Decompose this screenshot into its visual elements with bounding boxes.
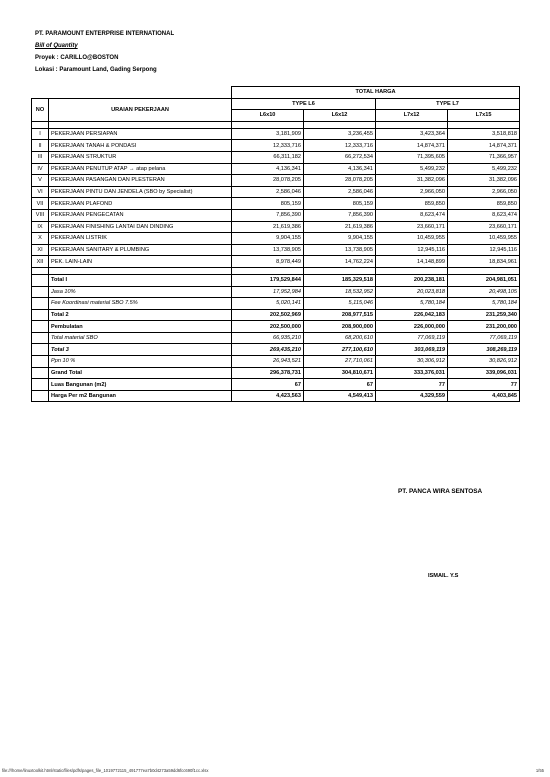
item-description: PEKERJAAN PASANGAN DAN PLESTERAN [49,175,232,187]
spacer-row [32,267,520,274]
item-value: 23,660,171 [376,221,448,233]
item-description: PEKERJAAN LISTRIK [49,233,232,245]
blank-cell [448,121,520,128]
item-description: PEKERJAAN PENUTUP ATAP → atap pelana [49,163,232,175]
sub-header: L6x12 [304,110,376,122]
item-description: PEKERJAAN FINISHING LANTAI DAN DINDING [49,221,232,233]
item-value: 71,366,957 [448,151,520,163]
summary-value: 304,810,671 [304,367,376,379]
item-value: 12,333,716 [232,140,304,152]
item-value: 12,945,116 [448,244,520,256]
summary-value: 26,943,521 [232,356,304,368]
summary-label: Jasa 10% [49,286,232,298]
summary-label: Ppn 10 % [49,356,232,368]
summary-label: Total 3 [49,344,232,356]
item-row [32,256,520,268]
summary-label: Grand Total [49,367,232,379]
location-label: Lokasi : Paramount Land, Gading Serpong [35,67,157,73]
boq-table [31,86,520,402]
item-value: 21,619,386 [232,221,304,233]
item-value: 14,762,224 [304,256,376,268]
summary-value: 67 [304,379,376,391]
item-value: 12,333,716 [304,140,376,152]
summary-value: 66,935,210 [232,332,304,344]
item-value: 14,148,899 [376,256,448,268]
item-number: XI [32,244,49,256]
blank-cell [32,390,49,402]
summary-label: Fee Koordinasi material SBO 7.5% [49,298,232,310]
item-value: 28,078,205 [232,175,304,187]
summary-value: 77 [376,379,448,391]
summary-value: 27,710,061 [304,356,376,368]
blank-cell [376,267,448,274]
item-value: 7,856,390 [232,209,304,221]
footer-page: 1/55 [535,768,544,773]
item-value: 10,459,955 [448,233,520,245]
item-row [32,151,520,163]
item-value: 3,518,818 [448,128,520,140]
summary-row [32,309,520,321]
item-number: X [32,233,49,245]
blank-cell [448,267,520,274]
summary-value: 296,378,731 [232,367,304,379]
blank-cell [32,286,49,298]
item-value: 12,945,116 [376,244,448,256]
item-row [32,221,520,233]
summary-value: 226,000,000 [376,321,448,333]
item-number: VI [32,186,49,198]
project-label: Proyek : CARILLO@BOSTON [35,55,119,61]
summary-value: 269,435,210 [232,344,304,356]
item-value: 31,382,096 [448,175,520,187]
item-row [32,175,520,187]
contractor-name: PT. PANCA WIRA SENTOSA [398,488,483,495]
item-number: VII [32,198,49,210]
summary-value: 17,952,984 [232,286,304,298]
summary-row [32,274,520,286]
item-value: 9,904,155 [232,233,304,245]
sub-header: L7x15 [448,110,520,122]
item-value: 3,423,364 [376,128,448,140]
summary-value: 5,020,141 [232,298,304,310]
summary-value: 303,069,119 [376,344,448,356]
item-number: V [32,175,49,187]
summary-value: 200,238,181 [376,274,448,286]
blank-cell [32,379,49,391]
item-description: PEKERJAAN PENGECATAN [49,209,232,221]
summary-row [32,379,520,391]
item-row [32,233,520,245]
footer-path: file:///home/linuxtoolkit.html/static/files/pdfs/pages_file_1019772115_491777ea7b0d4273a59dd6fcc690f1cc.xlsx [2,768,209,773]
summary-label: Luas Bangunan (m2) [49,379,232,391]
no-header: NO [32,98,49,121]
blank-cell [232,121,304,128]
type-l6-header: TYPE L6 [232,98,376,110]
item-value: 805,159 [232,198,304,210]
blank-cell [32,321,49,333]
item-value: 5,499,232 [376,163,448,175]
summary-value: 4,329,559 [376,390,448,402]
summary-value: 231,200,000 [448,321,520,333]
item-row [32,140,520,152]
summary-value: 77 [448,379,520,391]
summary-value: 226,042,183 [376,309,448,321]
summary-value: 30,826,912 [448,356,520,368]
item-value: 859,850 [448,198,520,210]
item-value: 13,738,905 [232,244,304,256]
item-value: 2,586,046 [304,186,376,198]
summary-row [32,390,520,402]
summary-row [32,286,520,298]
item-value: 4,136,341 [304,163,376,175]
summary-value: 308,269,119 [448,344,520,356]
summary-value: 5,780,184 [376,298,448,310]
blank-cell [32,87,49,99]
summary-value: 30,306,912 [376,356,448,368]
item-row [32,186,520,198]
item-value: 8,623,474 [448,209,520,221]
summary-value: 18,532,952 [304,286,376,298]
item-number: III [32,151,49,163]
item-value: 13,738,905 [304,244,376,256]
blank-cell [32,356,49,368]
summary-row [32,332,520,344]
item-value: 23,660,171 [448,221,520,233]
item-value: 2,966,050 [376,186,448,198]
summary-value: 339,096,031 [448,367,520,379]
item-number: II [32,140,49,152]
item-description: PEKERJAAN PERSIAPAN [49,128,232,140]
sub-header: L7x12 [376,110,448,122]
item-value: 14,874,371 [448,140,520,152]
item-description: PEKERJAAN PINTU DAN JENDELA (SBO by Specialist) [49,186,232,198]
total-harga-header: TOTAL HARGA [232,87,520,99]
blank-cell [304,121,376,128]
blank-cell [32,367,49,379]
summary-value: 77,069,119 [448,332,520,344]
blank-cell [376,121,448,128]
summary-value: 208,977,515 [304,309,376,321]
summary-value: 5,780,184 [448,298,520,310]
item-row [32,244,520,256]
item-row [32,198,520,210]
summary-value: 202,502,969 [232,309,304,321]
summary-row [32,321,520,333]
item-description: PEKERJAAN TANAH & PONDASI [49,140,232,152]
blank-cell [49,121,232,128]
item-value: 66,311,182 [232,151,304,163]
summary-value: 68,200,610 [304,332,376,344]
item-description: PEKERJAAN PLAFOND [49,198,232,210]
summary-value: 277,100,610 [304,344,376,356]
blank-cell [49,87,232,99]
summary-value: 179,529,844 [232,274,304,286]
item-description: PEK. LAIN-LAIN [49,256,232,268]
item-value: 2,586,046 [232,186,304,198]
summary-row [32,356,520,368]
summary-value: 77,069,119 [376,332,448,344]
summary-value: 204,981,051 [448,274,520,286]
summary-value: 208,900,000 [304,321,376,333]
item-description: PEKERJAAN STRUKTUR [49,151,232,163]
sub-header: L6x10 [232,110,304,122]
company-title: PT. PARAMOUNT ENTERPRISE INTERNATIONAL [35,31,175,37]
item-value: 4,136,341 [232,163,304,175]
type-l7-header: TYPE L7 [376,98,520,110]
uraian-header: URAIAN PEKERJAAN [49,98,232,121]
spacer-row [32,121,520,128]
item-value: 66,272,534 [304,151,376,163]
item-value: 805,159 [304,198,376,210]
item-row [32,163,520,175]
signatory-name: ISMAIL. Y.S [428,573,459,579]
summary-label: Harga Per m2 Bangunan [49,390,232,402]
summary-value: 333,376,031 [376,367,448,379]
summary-row [32,344,520,356]
summary-value: 185,329,518 [304,274,376,286]
summary-label: Pembulatan [49,321,232,333]
summary-row [32,298,520,310]
blank-cell [32,344,49,356]
item-value: 18,834,961 [448,256,520,268]
summary-value: 231,259,340 [448,309,520,321]
document-title: Bill of Quantity [35,43,78,49]
summary-row [32,367,520,379]
item-row [32,128,520,140]
item-value: 21,619,386 [304,221,376,233]
item-value: 3,236,455 [304,128,376,140]
blank-cell [32,267,49,274]
blank-cell [32,309,49,321]
summary-value: 202,500,000 [232,321,304,333]
item-number: XII [32,256,49,268]
blank-cell [304,267,376,274]
item-value: 31,382,096 [376,175,448,187]
blank-cell [49,267,232,274]
summary-value: 20,023,818 [376,286,448,298]
item-value: 859,850 [376,198,448,210]
item-number: IX [32,221,49,233]
summary-value: 4,403,845 [448,390,520,402]
summary-value: 4,423,563 [232,390,304,402]
item-value: 28,078,205 [304,175,376,187]
item-value: 10,459,955 [376,233,448,245]
blank-cell [232,267,304,274]
summary-value: 4,549,413 [304,390,376,402]
item-description: PEKERJAAN SANITARY & PLUMBING [49,244,232,256]
item-value: 14,874,371 [376,140,448,152]
item-value: 9,904,155 [304,233,376,245]
item-value: 5,499,232 [448,163,520,175]
item-value: 2,966,050 [448,186,520,198]
blank-cell [32,274,49,286]
item-value: 7,856,390 [304,209,376,221]
item-value: 3,181,909 [232,128,304,140]
summary-label: Total 2 [49,309,232,321]
summary-value: 67 [232,379,304,391]
item-value: 8,978,449 [232,256,304,268]
blank-cell [32,332,49,344]
summary-label: Total material SBO [49,332,232,344]
item-number: I [32,128,49,140]
summary-label: Total I [49,274,232,286]
summary-value: 5,115,046 [304,298,376,310]
item-row [32,209,520,221]
blank-cell [32,298,49,310]
item-number: VIII [32,209,49,221]
item-number: IV [32,163,49,175]
item-value: 8,623,474 [376,209,448,221]
item-value: 71,395,605 [376,151,448,163]
summary-value: 20,498,105 [448,286,520,298]
blank-cell [32,121,49,128]
